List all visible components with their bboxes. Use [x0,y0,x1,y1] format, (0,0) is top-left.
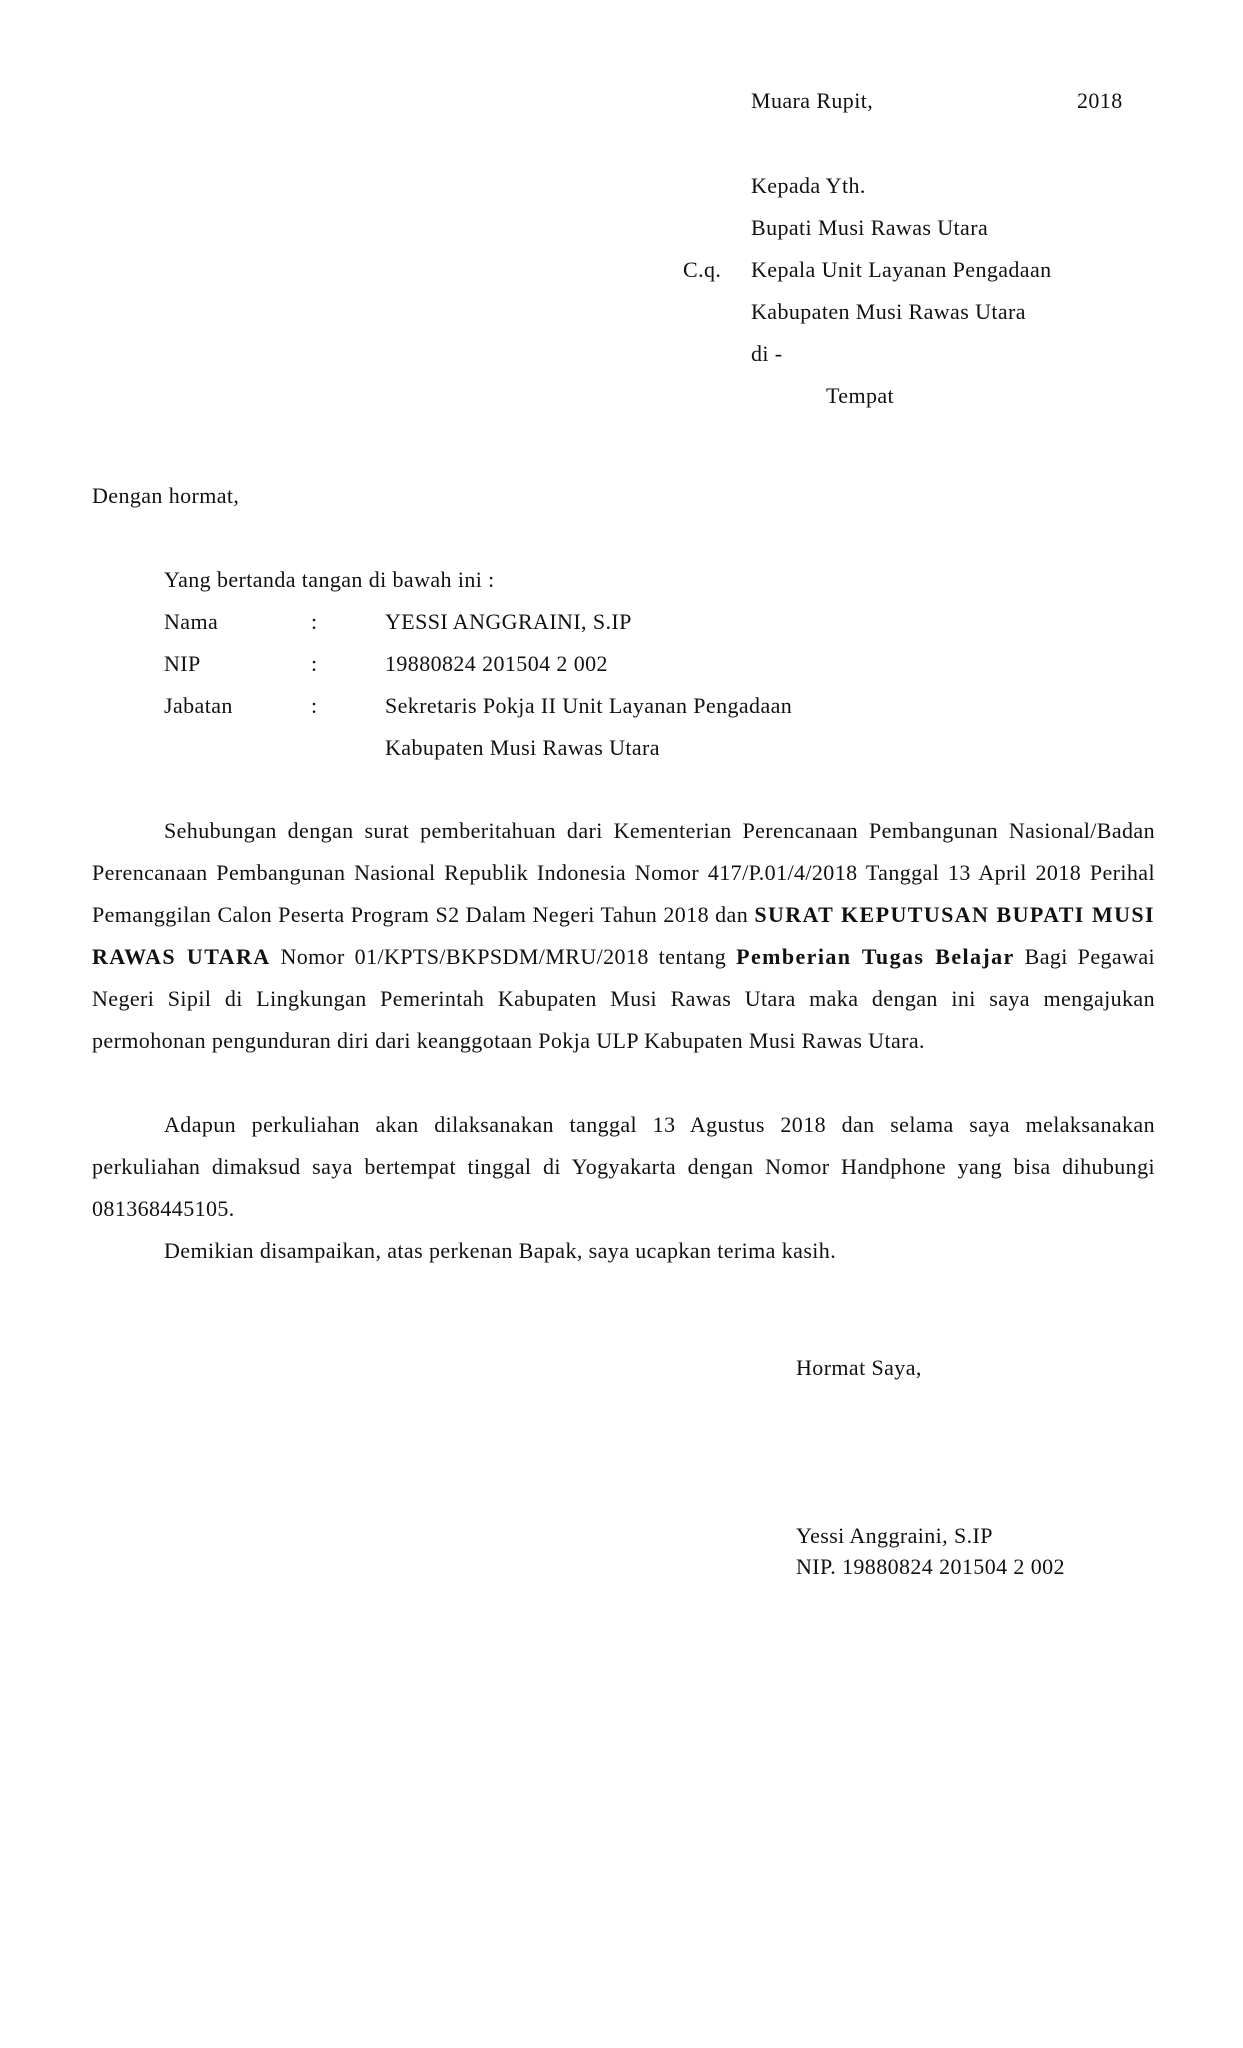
cq-label: C.q. [683,257,722,282]
addressee-attention: Kepala Unit Layanan Pengadaan [751,257,1052,282]
body-paragraph-1 [92,810,1155,1062]
addressee-region: Kabupaten Musi Rawas Utara [751,299,1026,324]
paragraph1-text-1: Sehubungan dengan surat pemberitahuan dari Kementerian Perencanaan Pembangunan Nasional/Badan Perencanaan Pembangunan Nasional Republik Indonesia Nomor 417/P.01/4/2018 Tanggal 13 April 2018 Perihal Pemanggilan Calon Peserta Program S2 Dalam Negeri Tahun 2018 dan [92,818,1155,927]
letter-year: 2018 [1077,88,1123,113]
nip-value: 19880824 201504 2 002 [385,651,608,676]
signer-name: Yessi Anggraini, S.IP [796,1523,993,1548]
position-label: Jabatan [164,693,233,718]
addressee-recipient: Bupati Musi Rawas Utara [751,215,989,240]
intro-line: Yang bertanda tangan di bawah ini : [164,567,495,592]
position-value-line2: Kabupaten Musi Rawas Utara [385,735,660,760]
paragraph1-text-3: Bagi Pegawai Negeri Sipil di Lingkungan Pemerintah Kabupaten Musi Rawas Utara maka dengan ini saya mengajukan permohonan pengunduran diri dari keanggotaan Pokja ULP Kabupaten Musi Rawas Utara. [92,944,1156,1053]
closing: Hormat Saya, [796,1355,922,1380]
letter-place: Muara Rupit, [751,88,874,113]
nip-colon: : [311,651,318,676]
paragraph1-text-2: Nomor 01/KPTS/BKPSDM/MRU/2018 tentang [270,944,737,969]
paragraph1-bold-decree: SURAT KEPUTUSAN BUPATI MUSI RAWAS UTARA [92,902,1155,969]
nip-label: NIP [164,651,201,676]
addressee-di: di - [751,341,783,366]
addressee-place: Tempat [826,383,895,408]
body-paragraph-2: Adapun perkuliahan akan dilaksanakan tanggal 13 Agustus 2018 dan selama saya melaksanakan perkuliahan dimaksud saya bertempat tinggal di Yogyakarta dengan Nomor Handphone yang bisa dihubungi 081368445105. [92,1112,1155,1221]
position-colon: : [311,693,318,718]
salutation: Dengan hormat, [92,483,240,508]
name-colon: : [311,609,318,634]
position-value-line1: Sekretaris Pokja II Unit Layanan Pengadaan [385,693,793,718]
name-value: YESSI ANGGRAINI, S.IP [385,609,632,634]
name-label: Nama [164,609,219,634]
addressee-greeting: Kepada Yth. [751,173,866,198]
body-paragraph-3: Demikian disampaikan, atas perkenan Bapak, saya ucapkan terima kasih. [164,1238,837,1263]
signer-nip: NIP. 19880824 201504 2 002 [796,1554,1065,1579]
paragraph1-bold-subject: Pemberian Tugas Belajar [736,944,1015,969]
